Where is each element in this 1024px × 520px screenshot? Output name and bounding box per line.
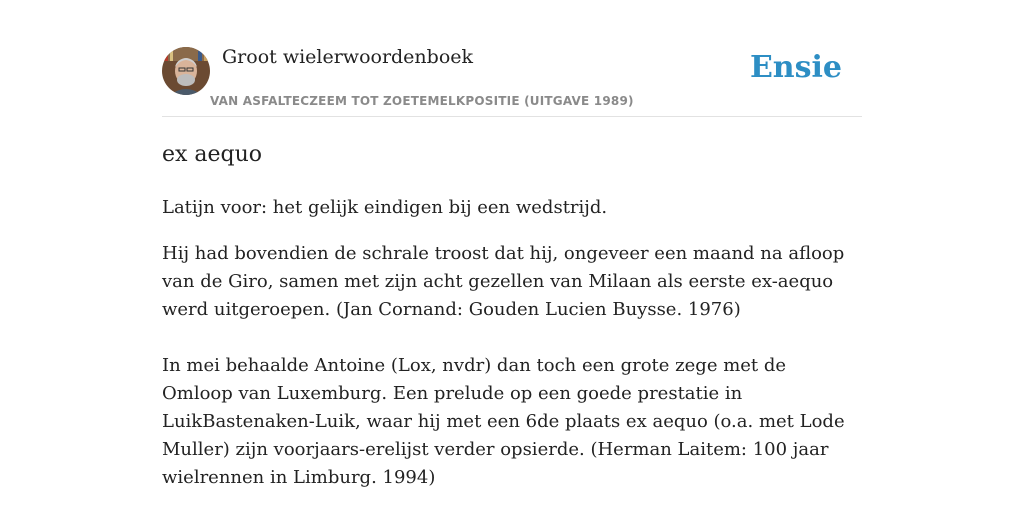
quote-paragraph: Hij had bovendien de schrale troost dat hij, ongeveer een maand na afloop van de Giro, samen met zijn acht gezellen van Milaan als eerste ex-aequo werd uitgeroepen. (Jan Cornand: Gouden Lucien Buysse. 1976) bbox=[162, 243, 845, 320]
author-photo-icon bbox=[162, 47, 210, 95]
book-title[interactable]: Groot wielerwoordenboek bbox=[222, 46, 474, 68]
ensie-logo[interactable]: Ensie bbox=[749, 50, 842, 85]
author-avatar[interactable] bbox=[162, 47, 210, 95]
entry-definition: Latijn voor: het gelijk eindigen bij een wedstrijd. bbox=[162, 197, 608, 218]
quote-paragraph: In mei behaalde Antoine (Lox, nvdr) dan toch een grote zege met de Omloop van Luxemburg. Een prelude op een goede prestatie in LuikBastenaken-Luik, waar hij met een 6de plaats ex aequo (o.a. met Lode Muller) zijn voorjaars-erelijst verder opsierde. (Herman Laitem: 100 jaar wielrennen in Limburg. 1994) bbox=[162, 355, 845, 488]
entry-header bbox=[162, 0, 862, 117]
quote-list bbox=[162, 240, 862, 520]
entry-card bbox=[162, 0, 862, 488]
entry-term: ex aequo bbox=[162, 142, 263, 167]
book-subtitle: VAN ASFALTECZEEM TOT ZOETEMELKPOSITIE (UITGAVE 1989) bbox=[210, 94, 634, 108]
